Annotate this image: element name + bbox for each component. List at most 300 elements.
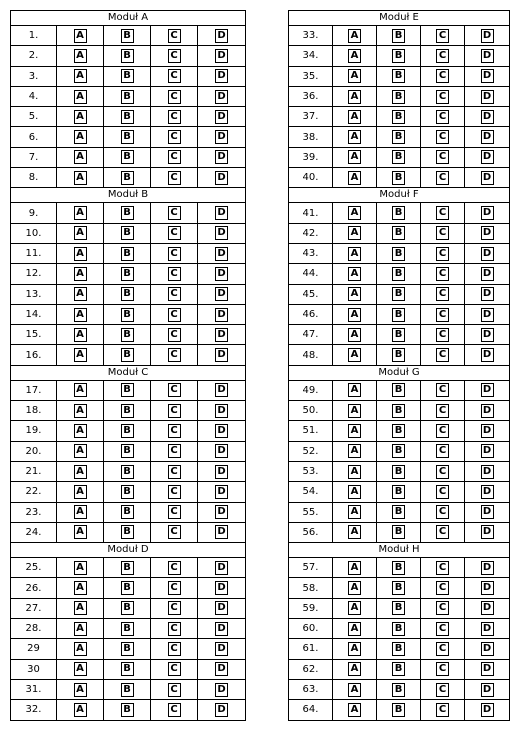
option-c-box[interactable]: C (436, 581, 449, 595)
option-b-box[interactable]: B (121, 171, 134, 185)
option-d-box[interactable]: D (481, 308, 494, 322)
option-b-box[interactable]: B (121, 110, 134, 124)
option-b-box[interactable]: B (121, 662, 134, 676)
option-a-box[interactable]: A (348, 69, 361, 83)
option-d-box[interactable]: D (215, 267, 228, 281)
option-c-box[interactable]: C (168, 581, 181, 595)
option-c-box[interactable]: C (436, 69, 449, 83)
option-a-box[interactable]: A (348, 404, 361, 418)
option-d-box[interactable]: D (215, 130, 228, 144)
option-d-box[interactable]: D (481, 561, 494, 575)
option-b-box[interactable]: B (392, 662, 405, 676)
option-b-box[interactable]: B (392, 308, 405, 322)
question-number: 35. (289, 67, 333, 86)
option-d-box[interactable]: D (481, 505, 494, 519)
option-d-box[interactable]: D (215, 69, 228, 83)
option-d-box[interactable]: D (215, 383, 228, 397)
question-row (11, 599, 245, 619)
option-c-box[interactable]: C (168, 110, 181, 124)
option-b-box[interactable]: B (392, 69, 405, 83)
option-a-box[interactable]: A (348, 465, 361, 479)
option-d-box[interactable]: D (481, 703, 494, 717)
option-d-box[interactable]: D (481, 287, 494, 301)
option-b-box[interactable]: B (392, 150, 405, 164)
option-a-box[interactable]: A (348, 110, 361, 124)
option-a-box[interactable]: A (74, 485, 87, 499)
option-a-box[interactable]: A (348, 29, 361, 43)
option-a-box[interactable]: A (74, 150, 87, 164)
option-a-box[interactable]: A (74, 561, 87, 575)
option-a-box[interactable]: A (74, 404, 87, 418)
option-c-box[interactable]: C (436, 287, 449, 301)
option-d-box[interactable]: D (215, 287, 228, 301)
option-b-box[interactable]: B (121, 90, 134, 104)
option-d-box[interactable]: D (215, 171, 228, 185)
option-c-box[interactable]: C (436, 226, 449, 240)
option-a-box[interactable]: A (74, 247, 87, 261)
option-a-box[interactable]: A (348, 683, 361, 697)
option-b-box[interactable]: B (392, 581, 405, 595)
option-c-box[interactable]: C (168, 642, 181, 656)
option-a-box[interactable]: A (348, 662, 361, 676)
option-c-box[interactable]: C (436, 130, 449, 144)
option-a-box[interactable]: A (74, 226, 87, 240)
option-a-box[interactable]: A (74, 383, 87, 397)
option-c-box[interactable]: C (168, 622, 181, 636)
option-b-box[interactable]: B (392, 505, 405, 519)
option-d-box[interactable]: D (481, 404, 494, 418)
option-cell (333, 87, 377, 106)
option-c-box[interactable]: C (436, 525, 449, 539)
option-cell (151, 619, 198, 638)
option-b-box[interactable]: B (121, 601, 134, 615)
option-c-box[interactable]: C (436, 465, 449, 479)
option-a-box[interactable]: A (348, 247, 361, 261)
question-number: 53. (289, 462, 333, 481)
option-d-box[interactable]: D (215, 226, 228, 240)
option-b-box[interactable]: B (392, 404, 405, 418)
option-d-box[interactable]: D (215, 703, 228, 717)
option-d-box[interactable]: D (481, 601, 494, 615)
option-cell (465, 224, 509, 243)
option-d-box[interactable]: D (481, 485, 494, 499)
option-b-box[interactable]: B (392, 383, 405, 397)
option-d-box[interactable]: D (215, 485, 228, 499)
option-b-box[interactable]: B (121, 267, 134, 281)
option-a-box[interactable]: A (348, 642, 361, 656)
option-b-box[interactable]: B (392, 703, 405, 717)
option-d-box[interactable]: D (215, 662, 228, 676)
option-c-box[interactable]: C (436, 348, 449, 362)
option-b-box[interactable]: B (392, 465, 405, 479)
option-a-box[interactable]: A (74, 287, 87, 301)
option-a-box[interactable]: A (348, 171, 361, 185)
question-number: 38. (289, 127, 333, 146)
option-b-box[interactable]: B (121, 247, 134, 261)
question-number: 59. (289, 599, 333, 618)
option-b-box[interactable]: B (392, 171, 405, 185)
option-cell (421, 224, 465, 243)
option-b-box[interactable]: B (121, 525, 134, 539)
option-d-box[interactable]: D (481, 662, 494, 676)
option-a-box[interactable]: A (74, 581, 87, 595)
option-a-box[interactable]: A (74, 525, 87, 539)
option-d-box[interactable]: D (481, 150, 494, 164)
option-a-box[interactable]: A (74, 49, 87, 63)
option-b-box[interactable]: B (392, 29, 405, 43)
option-a-box[interactable]: A (74, 69, 87, 83)
option-c-box[interactable]: C (436, 505, 449, 519)
option-c-box[interactable]: C (168, 683, 181, 697)
option-d-box[interactable]: D (215, 348, 228, 362)
option-c-box[interactable]: C (168, 206, 181, 220)
option-a-box[interactable]: A (348, 130, 361, 144)
question-number: 51. (289, 421, 333, 440)
option-c-box[interactable]: C (436, 703, 449, 717)
option-a-box[interactable]: A (74, 130, 87, 144)
option-c-box[interactable]: C (436, 683, 449, 697)
option-b-box[interactable]: B (392, 328, 405, 342)
option-c-box[interactable]: C (168, 308, 181, 322)
question-number: 24. (11, 523, 57, 542)
option-c-box[interactable]: C (168, 525, 181, 539)
option-c-box[interactable]: C (436, 247, 449, 261)
option-a-box[interactable]: A (74, 171, 87, 185)
option-d-box[interactable]: D (215, 622, 228, 636)
option-a-box[interactable]: A (348, 348, 361, 362)
option-b-box[interactable]: B (121, 383, 134, 397)
option-b-box[interactable]: B (392, 525, 405, 539)
option-a-box[interactable]: A (348, 150, 361, 164)
option-d-box[interactable]: D (215, 581, 228, 595)
option-d-box[interactable]: D (215, 328, 228, 342)
option-a-box[interactable]: A (74, 683, 87, 697)
option-b-box[interactable]: B (392, 267, 405, 281)
option-d-box[interactable]: D (215, 404, 228, 418)
option-c-box[interactable]: C (436, 642, 449, 656)
option-a-box[interactable]: A (348, 206, 361, 220)
option-c-box[interactable]: C (436, 29, 449, 43)
option-a-box[interactable]: A (348, 226, 361, 240)
question-number: 60. (289, 619, 333, 638)
option-c-box[interactable]: C (168, 348, 181, 362)
question-row (11, 421, 245, 441)
option-c-box[interactable]: C (436, 383, 449, 397)
option-d-box[interactable]: D (481, 348, 494, 362)
option-b-box[interactable]: B (121, 465, 134, 479)
option-d-box[interactable]: D (215, 110, 228, 124)
option-b-box[interactable]: B (121, 561, 134, 575)
question-row (11, 401, 245, 421)
option-a-box[interactable]: A (348, 49, 361, 63)
option-d-box[interactable]: D (481, 383, 494, 397)
option-b-box[interactable]: B (392, 683, 405, 697)
option-a-box[interactable]: A (348, 444, 361, 458)
option-cell (198, 67, 245, 86)
option-c-box[interactable]: C (436, 601, 449, 615)
option-c-box[interactable]: C (436, 206, 449, 220)
option-d-box[interactable]: D (481, 69, 494, 83)
option-cell (104, 203, 151, 222)
option-b-box[interactable]: B (121, 287, 134, 301)
option-d-box[interactable]: D (481, 683, 494, 697)
option-a-box[interactable]: A (348, 581, 361, 595)
option-d-box[interactable]: D (481, 130, 494, 144)
option-c-box[interactable]: C (168, 90, 181, 104)
option-a-box[interactable]: A (74, 348, 87, 362)
option-d-box[interactable]: D (481, 206, 494, 220)
option-a-box[interactable]: A (348, 424, 361, 438)
option-a-box[interactable]: A (348, 267, 361, 281)
option-c-box[interactable]: C (436, 308, 449, 322)
option-b-box[interactable]: B (121, 328, 134, 342)
option-d-box[interactable]: D (481, 444, 494, 458)
option-b-box[interactable]: B (121, 29, 134, 43)
option-c-box[interactable]: C (436, 90, 449, 104)
option-b-box[interactable]: B (121, 69, 134, 83)
option-c-box[interactable]: C (436, 561, 449, 575)
option-a-box[interactable]: A (74, 622, 87, 636)
option-cell (333, 680, 377, 699)
option-b-box[interactable]: B (121, 226, 134, 240)
option-c-box[interactable]: C (168, 130, 181, 144)
option-a-box[interactable]: A (348, 525, 361, 539)
question-number: 20. (11, 442, 57, 461)
option-a-box[interactable]: A (74, 642, 87, 656)
option-d-box[interactable]: D (215, 29, 228, 43)
option-c-box[interactable]: C (436, 171, 449, 185)
option-d-box[interactable]: D (215, 308, 228, 322)
question-number: 2. (11, 46, 57, 65)
option-d-box[interactable]: D (481, 465, 494, 479)
option-b-box[interactable]: B (121, 308, 134, 322)
option-a-box[interactable]: A (74, 267, 87, 281)
option-cell (151, 148, 198, 167)
option-a-box[interactable]: A (348, 561, 361, 575)
option-d-box[interactable]: D (481, 29, 494, 43)
option-d-box[interactable]: D (215, 90, 228, 104)
option-b-box[interactable]: B (392, 226, 405, 240)
option-d-box[interactable]: D (481, 525, 494, 539)
option-d-box[interactable]: D (481, 328, 494, 342)
option-a-box[interactable]: A (348, 485, 361, 499)
option-b-box[interactable]: B (392, 601, 405, 615)
option-a-box[interactable]: A (348, 622, 361, 636)
option-cell (104, 87, 151, 106)
option-b-box[interactable]: B (392, 444, 405, 458)
option-cell (198, 127, 245, 146)
option-cell (198, 482, 245, 501)
option-c-box[interactable]: C (436, 110, 449, 124)
option-b-box[interactable]: B (392, 348, 405, 362)
option-a-box[interactable]: A (348, 703, 361, 717)
option-d-box[interactable]: D (215, 561, 228, 575)
option-c-box[interactable]: C (168, 444, 181, 458)
option-b-box[interactable]: B (121, 206, 134, 220)
option-c-box[interactable]: C (436, 404, 449, 418)
option-cell (377, 264, 421, 283)
option-c-box[interactable]: C (168, 383, 181, 397)
option-d-box[interactable]: D (215, 683, 228, 697)
option-b-box[interactable]: B (121, 581, 134, 595)
option-c-box[interactable]: C (436, 485, 449, 499)
option-cell (104, 345, 151, 364)
option-a-box[interactable]: A (74, 90, 87, 104)
option-d-box[interactable]: D (215, 247, 228, 261)
option-a-box[interactable]: A (348, 328, 361, 342)
option-c-box[interactable]: C (168, 703, 181, 717)
option-b-box[interactable]: B (121, 49, 134, 63)
option-b-box[interactable]: B (121, 683, 134, 697)
option-b-box[interactable]: B (121, 485, 134, 499)
option-d-box[interactable]: D (481, 49, 494, 63)
option-b-box[interactable]: B (392, 110, 405, 124)
option-b-box[interactable]: B (121, 404, 134, 418)
option-a-box[interactable]: A (348, 383, 361, 397)
option-a-box[interactable]: A (74, 601, 87, 615)
option-b-box[interactable]: B (392, 622, 405, 636)
option-d-box[interactable]: D (481, 622, 494, 636)
option-c-box[interactable]: C (436, 622, 449, 636)
option-d-box[interactable]: D (481, 267, 494, 281)
option-b-box[interactable]: B (121, 150, 134, 164)
option-a-box[interactable]: A (348, 505, 361, 519)
option-d-box[interactable]: D (215, 525, 228, 539)
option-d-box[interactable]: D (215, 642, 228, 656)
option-c-box[interactable]: C (436, 328, 449, 342)
option-cell (421, 107, 465, 126)
option-c-box[interactable]: C (168, 662, 181, 676)
option-b-box[interactable]: B (121, 622, 134, 636)
question-number: 57. (289, 558, 333, 577)
option-c-box[interactable]: C (168, 424, 181, 438)
option-d-box[interactable]: D (215, 49, 228, 63)
option-c-box[interactable]: C (168, 150, 181, 164)
option-d-box[interactable]: D (215, 206, 228, 220)
option-b-box[interactable]: B (392, 485, 405, 499)
question-row (11, 305, 245, 325)
option-b-box[interactable]: B (392, 287, 405, 301)
question-number: 23. (11, 503, 57, 522)
option-a-box[interactable]: A (74, 308, 87, 322)
option-c-box[interactable]: C (168, 287, 181, 301)
option-a-box[interactable]: A (74, 465, 87, 479)
option-c-box[interactable]: C (436, 150, 449, 164)
option-d-box[interactable]: D (481, 171, 494, 185)
option-c-box[interactable]: C (168, 465, 181, 479)
option-c-box[interactable]: C (168, 328, 181, 342)
option-b-box[interactable]: B (392, 130, 405, 144)
option-b-box[interactable]: B (392, 90, 405, 104)
option-a-box[interactable]: A (348, 287, 361, 301)
option-c-box[interactable]: C (168, 226, 181, 240)
option-a-box[interactable]: A (348, 308, 361, 322)
option-cell (57, 401, 104, 420)
option-c-box[interactable]: C (168, 601, 181, 615)
option-a-box[interactable]: A (74, 505, 87, 519)
option-c-box[interactable]: C (168, 561, 181, 575)
option-a-box[interactable]: A (348, 601, 361, 615)
option-d-box[interactable]: D (215, 601, 228, 615)
option-a-box[interactable]: A (74, 703, 87, 717)
option-cell (57, 639, 104, 658)
option-b-box[interactable]: B (121, 505, 134, 519)
option-c-box[interactable]: C (168, 485, 181, 499)
option-d-box[interactable]: D (481, 90, 494, 104)
option-a-box[interactable]: A (74, 424, 87, 438)
option-d-box[interactable]: D (481, 247, 494, 261)
option-cell (104, 442, 151, 461)
option-b-box[interactable]: B (392, 424, 405, 438)
option-a-box[interactable]: A (348, 90, 361, 104)
option-a-box[interactable]: A (74, 328, 87, 342)
option-b-box[interactable]: B (392, 49, 405, 63)
option-b-box[interactable]: B (392, 206, 405, 220)
option-d-box[interactable]: D (481, 581, 494, 595)
option-b-box[interactable]: B (121, 444, 134, 458)
option-c-box[interactable]: C (168, 505, 181, 519)
option-d-box[interactable]: D (215, 150, 228, 164)
option-d-box[interactable]: D (215, 444, 228, 458)
option-c-box[interactable]: C (436, 662, 449, 676)
option-d-box[interactable]: D (481, 642, 494, 656)
option-d-box[interactable]: D (481, 424, 494, 438)
option-cell (377, 503, 421, 522)
option-a-box[interactable]: A (74, 110, 87, 124)
option-d-box[interactable]: D (215, 465, 228, 479)
option-c-box[interactable]: C (168, 69, 181, 83)
question-row (289, 46, 509, 66)
option-b-box[interactable]: B (392, 642, 405, 656)
option-b-box[interactable]: B (392, 247, 405, 261)
option-a-box[interactable]: A (74, 29, 87, 43)
option-d-box[interactable]: D (481, 110, 494, 124)
option-d-box[interactable]: D (215, 505, 228, 519)
question-row (11, 325, 245, 345)
option-b-box[interactable]: B (121, 130, 134, 144)
option-a-box[interactable]: A (74, 444, 87, 458)
option-cell (421, 26, 465, 45)
option-cell (198, 305, 245, 324)
option-cell (198, 558, 245, 577)
option-a-box[interactable]: A (74, 662, 87, 676)
option-b-box[interactable]: B (121, 703, 134, 717)
option-c-box[interactable]: C (168, 49, 181, 63)
option-c-box[interactable]: C (436, 267, 449, 281)
option-c-box[interactable]: C (168, 267, 181, 281)
option-c-box[interactable]: C (168, 29, 181, 43)
option-c-box[interactable]: C (168, 404, 181, 418)
option-b-box[interactable]: B (392, 561, 405, 575)
option-c-box[interactable]: C (436, 424, 449, 438)
option-d-box[interactable]: D (215, 424, 228, 438)
option-a-box[interactable]: A (74, 206, 87, 220)
option-b-box[interactable]: B (121, 348, 134, 362)
option-c-box[interactable]: C (436, 49, 449, 63)
option-c-box[interactable]: C (436, 444, 449, 458)
option-b-box[interactable]: B (121, 642, 134, 656)
option-cell (465, 244, 509, 263)
option-c-box[interactable]: C (168, 171, 181, 185)
option-cell (421, 401, 465, 420)
option-cell (465, 503, 509, 522)
option-d-box[interactable]: D (481, 226, 494, 240)
option-c-box[interactable]: C (168, 247, 181, 261)
option-cell (104, 285, 151, 304)
option-cell (465, 325, 509, 344)
option-cell (465, 26, 509, 45)
option-b-box[interactable]: B (121, 424, 134, 438)
